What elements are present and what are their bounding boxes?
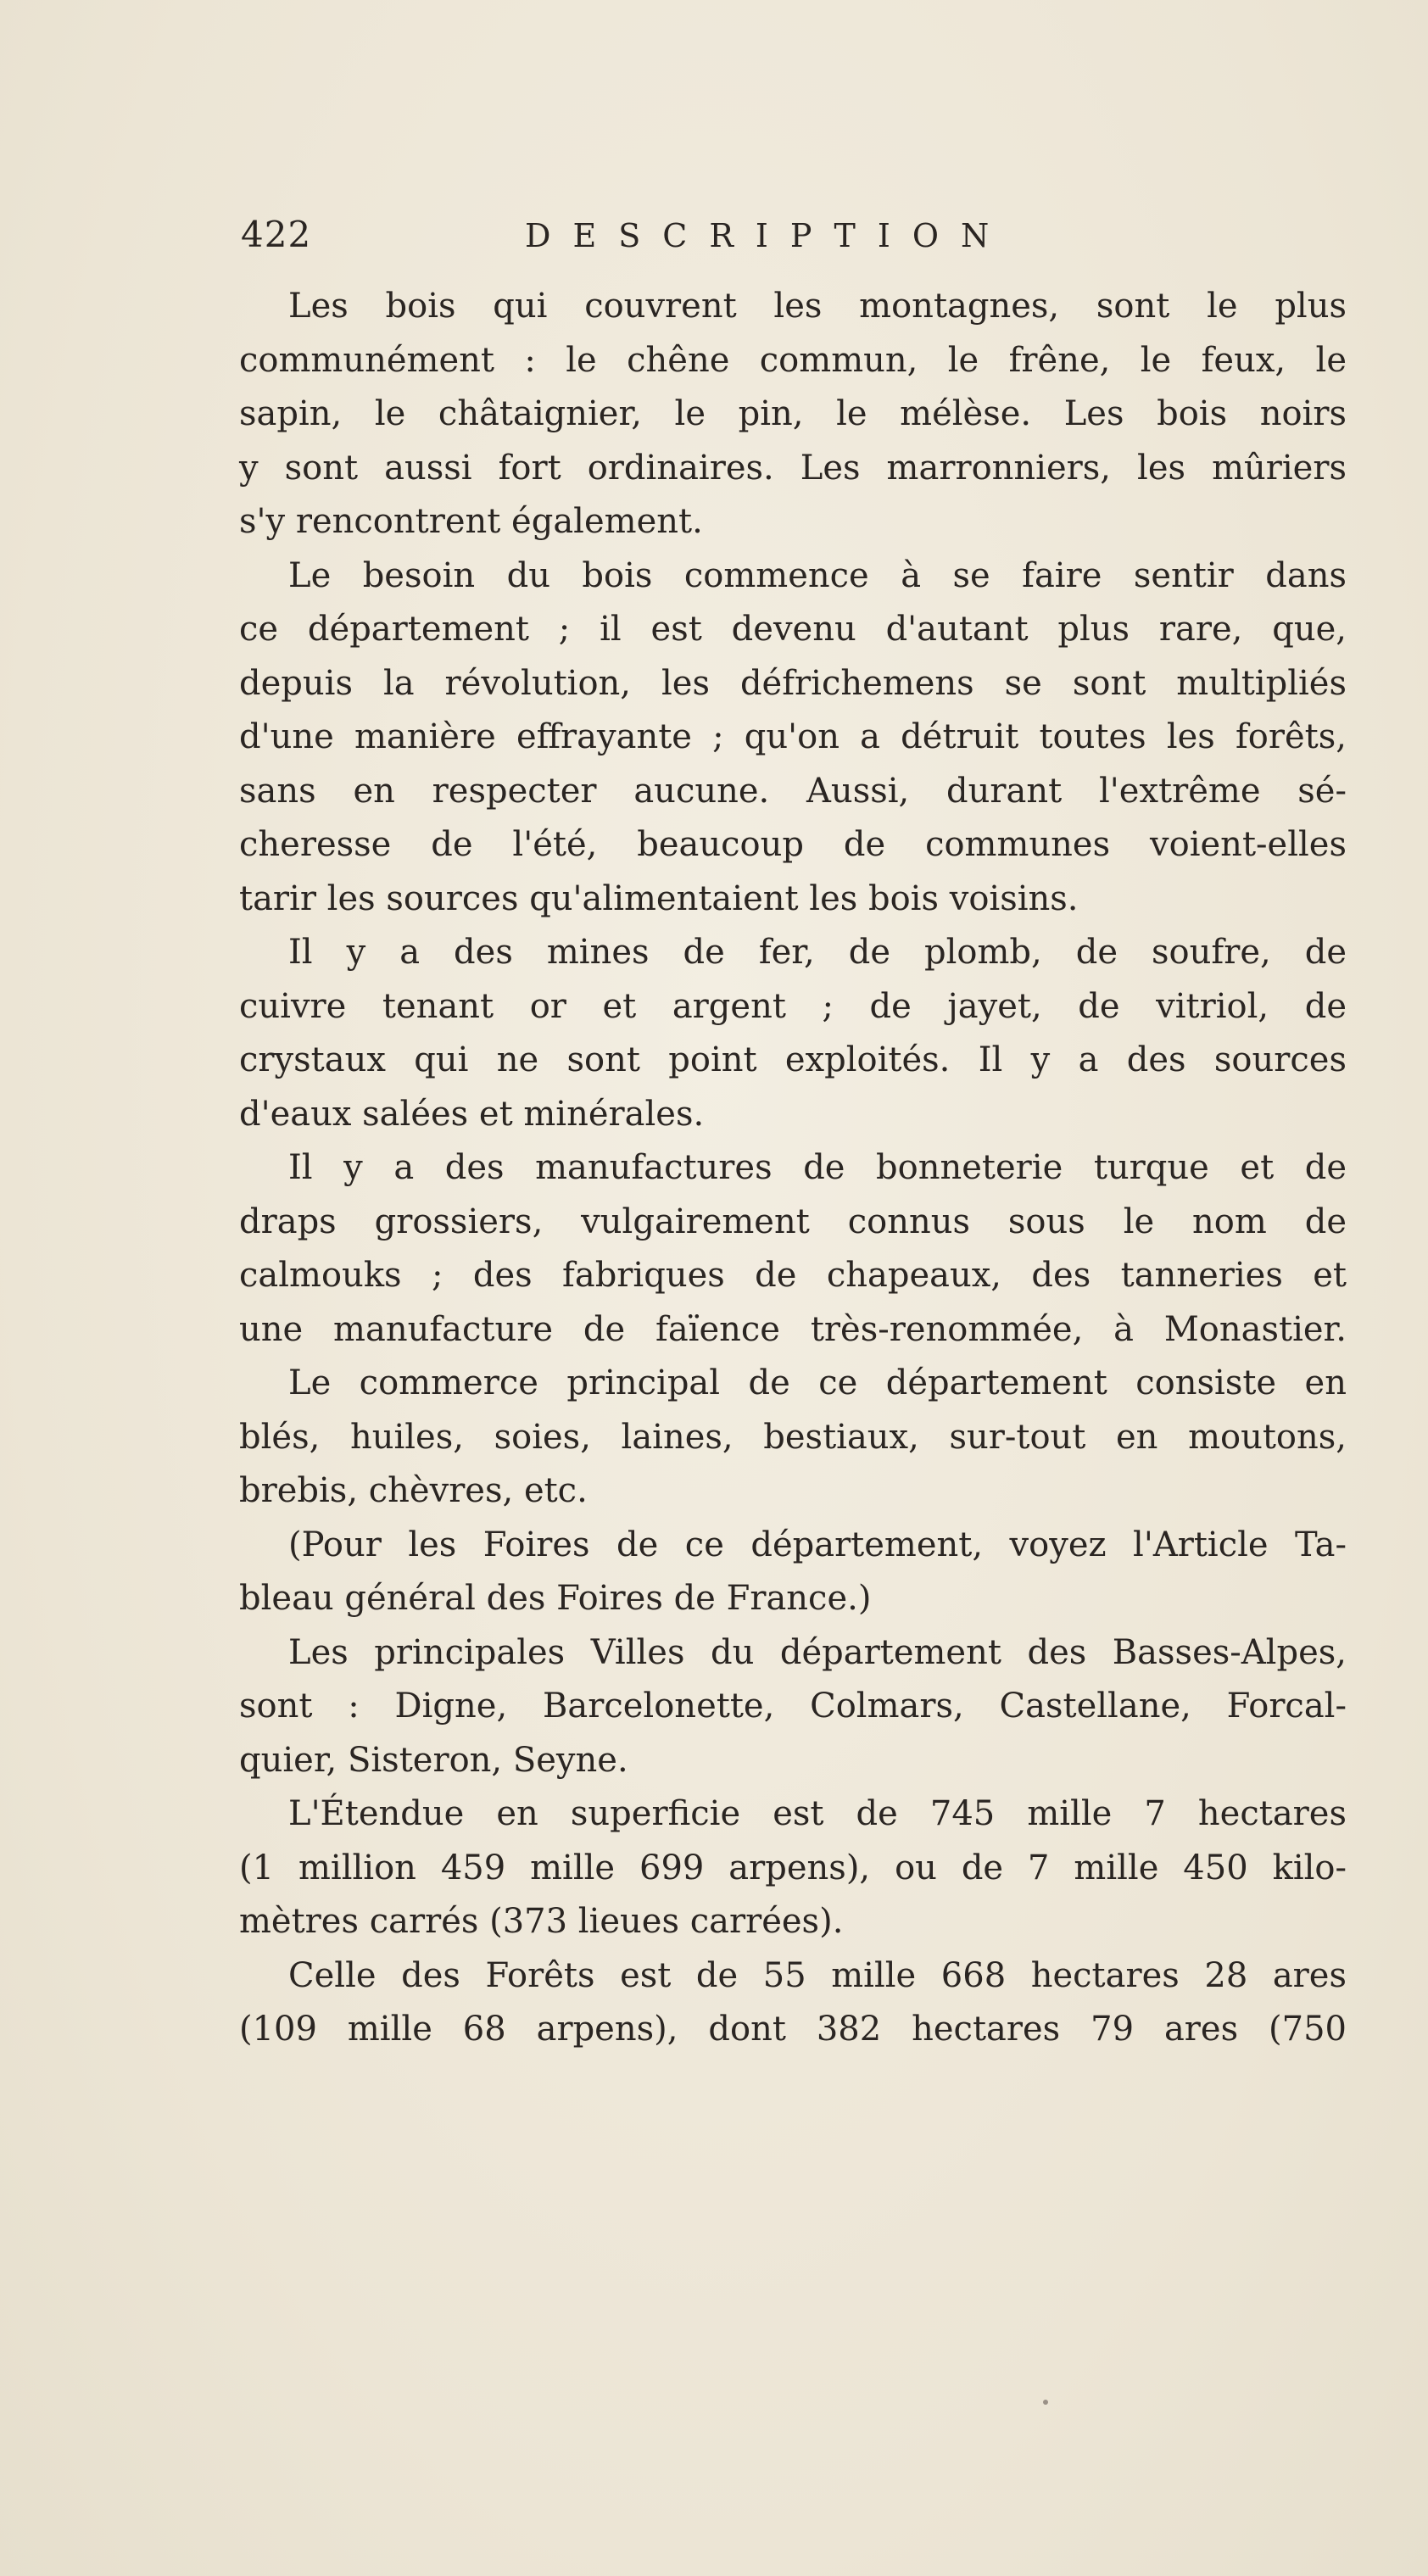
text-line: s'y rencontrent également.	[239, 502, 703, 541]
text-line: (Pour les Foires de ce département, voyez l'Article Ta-	[288, 1525, 1347, 1564]
text-line: d'une manière effrayante ; qu'on a détruit toutes les forêts,	[239, 717, 1347, 756]
text-line: calmouks ; des fabriques de chapeaux, des tanneries et	[239, 1256, 1347, 1295]
text-line: bleau général des Foires de France.)	[239, 1579, 872, 1618]
running-title: DESCRIPTION	[525, 217, 1012, 254]
text-line: ce département ; il est devenu d'autant plus rare, que,	[239, 610, 1347, 649]
text-line: Le commerce principal de ce département consiste en	[288, 1363, 1347, 1402]
text-line: draps grossiers, vulgairement connus sous le nom de	[239, 1202, 1347, 1241]
body-text	[239, 280, 1347, 2057]
text-line: Les principales Villes du département des Basses-Alpes,	[288, 1632, 1347, 1672]
text-line: une manufacture de faïence très-renommée, à Monastier.	[239, 1309, 1347, 1349]
page-number: 422	[241, 214, 312, 255]
text-line: d'eaux salées et minérales.	[239, 1094, 705, 1134]
text-line: cheresse de l'été, beaucoup de communes voient-elles	[239, 825, 1347, 864]
text-line: y sont aussi fort ordinaires. Les marronniers, les mûriers	[239, 448, 1347, 488]
page-header	[241, 214, 1208, 265]
text-line: Les bois qui couvrent les montagnes, sont le plus	[288, 287, 1347, 326]
text-line: (109 mille 68 arpens), dont 382 hectares 79 ares (750	[239, 2010, 1347, 2049]
text-line: tarir les sources qu'alimentaient les bois voisins.	[239, 878, 1079, 918]
text-line: blés, huiles, soies, laines, bestiaux, sur-tout en moutons,	[239, 1417, 1347, 1457]
text-line: brebis, chèvres, etc.	[239, 1471, 588, 1510]
paper-speck	[1043, 2400, 1048, 2405]
text-line: sans en respecter aucune. Aussi, durant l'extrême sé-	[239, 771, 1347, 811]
text-line: Celle des Forêts est de 55 mille 668 hectares 28 ares	[288, 1955, 1347, 1995]
text-line: (1 million 459 mille 699 arpens), ou de 7 mille 450 kilo-	[239, 1848, 1347, 1887]
text-line: communément : le chêne commun, le frêne, le feux, le	[239, 340, 1347, 380]
text-line: cuivre tenant or et argent ; de jayet, de vitriol, de	[239, 986, 1347, 1026]
text-line: sont : Digne, Barcelonette, Colmars, Castellane, Forcal-	[239, 1687, 1347, 1726]
paper-specks	[1043, 2400, 1060, 2417]
text-line: Il y a des manufactures de bonneterie turque et de	[288, 1148, 1347, 1187]
text-line: Le besoin du bois commence à se faire sentir dans	[288, 555, 1347, 595]
text-line: sapin, le châtaignier, le pin, le mélèse. Les bois noirs	[239, 394, 1347, 433]
text-line: mètres carrés (373 lieues carrées).	[239, 1902, 844, 1941]
text-line: depuis la révolution, les défrichemens se sont multipliés	[239, 663, 1347, 703]
text-line: crystaux qui ne sont point exploités. Il y a des sources	[239, 1040, 1347, 1079]
text-line: quier, Sisteron, Seyne.	[239, 1740, 628, 1780]
text-line: L'Étendue en superficie est de 745 mille 7 hectares	[288, 1794, 1347, 1833]
text-line: Il y a des mines de fer, de plomb, de soufre, de	[288, 933, 1347, 972]
